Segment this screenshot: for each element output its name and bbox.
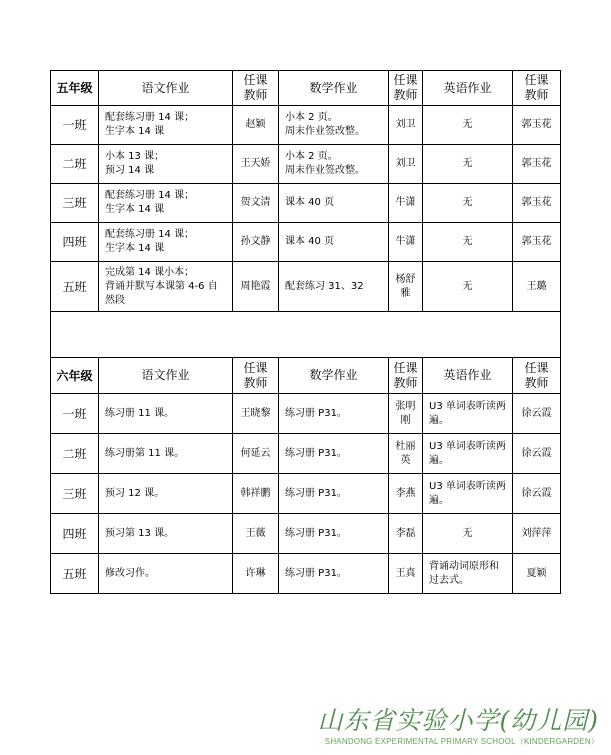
chinese-homework: 预习 12 课。 bbox=[99, 474, 233, 514]
class-name: 四班 bbox=[51, 223, 99, 262]
class-name: 二班 bbox=[51, 145, 99, 184]
chinese-teacher: 孙文静 bbox=[233, 223, 279, 262]
table-row bbox=[51, 554, 561, 594]
table-spacer bbox=[50, 311, 561, 357]
math-homework: 小本 2 页。 周末作业签改整。 bbox=[279, 145, 389, 184]
chinese-homework: 配套练习册 14 课； 生字本 14 课 bbox=[99, 184, 233, 223]
english-teacher: 刘萍萍 bbox=[513, 514, 561, 554]
math-homework: 练习册 P31。 bbox=[279, 474, 389, 514]
english-teacher: 郭玉花 bbox=[513, 145, 561, 184]
english-teacher: 郭玉花 bbox=[513, 223, 561, 262]
math-homework: 练习册 P31。 bbox=[279, 434, 389, 474]
english-homework: 无 bbox=[423, 262, 513, 312]
chinese-homework-header: 语文作业 bbox=[99, 358, 233, 394]
chinese-teacher: 许琳 bbox=[233, 554, 279, 594]
english-teacher: 郭玉花 bbox=[513, 106, 561, 145]
table-row bbox=[51, 514, 561, 554]
chinese-homework-header: 语文作业 bbox=[99, 71, 233, 106]
table-row bbox=[51, 434, 561, 474]
english-teacher: 徐云霞 bbox=[513, 474, 561, 514]
chinese-homework: 预习第 13 课。 bbox=[99, 514, 233, 554]
english-homework-header: 英语作业 bbox=[423, 358, 513, 394]
chinese-teacher: 王晓黎 bbox=[233, 394, 279, 434]
english-homework: 背诵动词原形和 过去式。 bbox=[423, 554, 513, 594]
class-name: 二班 bbox=[51, 434, 99, 474]
teacher-header: 任课 教师 bbox=[389, 71, 423, 106]
english-teacher: 徐云霞 bbox=[513, 394, 561, 434]
chinese-homework: 配套练习册 14 课； 生字本 14 课 bbox=[99, 223, 233, 262]
math-homework: 练习册 P31。 bbox=[279, 554, 389, 594]
english-homework: 无 bbox=[423, 145, 513, 184]
class-name: 三班 bbox=[51, 184, 99, 223]
math-teacher: 李燕 bbox=[389, 474, 423, 514]
english-homework: 无 bbox=[423, 514, 513, 554]
math-teacher: 张明 刚 bbox=[389, 394, 423, 434]
chinese-teacher: 王天娇 bbox=[233, 145, 279, 184]
table-row bbox=[51, 184, 561, 223]
grade6-header-row bbox=[51, 358, 561, 394]
grade5-homework-table bbox=[50, 70, 561, 312]
chinese-homework: 小本 13 课； 预习 14 课 bbox=[99, 145, 233, 184]
english-homework-header: 英语作业 bbox=[423, 71, 513, 106]
english-homework: 无 bbox=[423, 223, 513, 262]
english-homework: 无 bbox=[423, 184, 513, 223]
class-name: 一班 bbox=[51, 106, 99, 145]
table-row bbox=[51, 394, 561, 434]
school-name-en: SHANDONG EXPERIMENTAL PRIMARY SCHOOL（KINDERGARDEN） bbox=[324, 737, 599, 746]
chinese-teacher: 王薇 bbox=[233, 514, 279, 554]
math-homework: 课本 40 页 bbox=[279, 223, 389, 262]
table-row bbox=[51, 223, 561, 262]
math-homework: 小本 2 页。 周末作业签改整。 bbox=[279, 106, 389, 145]
english-homework: U3 单词表听读两 遍。 bbox=[423, 394, 513, 434]
math-teacher: 李磊 bbox=[389, 514, 423, 554]
class-name: 五班 bbox=[51, 554, 99, 594]
chinese-teacher: 贺文清 bbox=[233, 184, 279, 223]
english-teacher: 夏颖 bbox=[513, 554, 561, 594]
class-name: 一班 bbox=[51, 394, 99, 434]
school-logo bbox=[317, 706, 599, 747]
chinese-homework: 练习册第 11 课。 bbox=[99, 434, 233, 474]
english-teacher: 郭玉花 bbox=[513, 184, 561, 223]
table-row bbox=[51, 474, 561, 514]
table-row bbox=[51, 145, 561, 184]
math-homework: 配套练习 31、32 bbox=[279, 262, 389, 312]
math-homework-header: 数学作业 bbox=[279, 358, 389, 394]
chinese-homework: 练习册 11 课。 bbox=[99, 394, 233, 434]
chinese-teacher: 韩祥鹏 bbox=[233, 474, 279, 514]
chinese-teacher: 赵颖 bbox=[233, 106, 279, 145]
grade6-homework-table bbox=[50, 357, 561, 594]
chinese-teacher: 周艳霞 bbox=[233, 262, 279, 312]
math-homework-header: 数学作业 bbox=[279, 71, 389, 106]
math-homework: 练习册 P31。 bbox=[279, 394, 389, 434]
class-name: 五班 bbox=[51, 262, 99, 312]
math-homework: 练习册 P31。 bbox=[279, 514, 389, 554]
chinese-homework: 完成第 14 课小本； 背诵并默写本课第 4-6 自 然段 bbox=[99, 262, 233, 312]
grade6-label: 六年级 bbox=[51, 358, 99, 394]
class-name: 四班 bbox=[51, 514, 99, 554]
chinese-homework: 配套练习册 14 课； 生字本 14 课 bbox=[99, 106, 233, 145]
english-teacher: 徐云霞 bbox=[513, 434, 561, 474]
school-name-cn: 山东省实验小学(幼儿园) bbox=[317, 706, 599, 735]
teacher-header: 任课 教师 bbox=[233, 71, 279, 106]
grade5-header-row bbox=[51, 71, 561, 106]
english-homework: U3 单词表听读两 遍。 bbox=[423, 474, 513, 514]
table-row bbox=[51, 262, 561, 312]
class-name: 三班 bbox=[51, 474, 99, 514]
math-teacher: 牛潇 bbox=[389, 184, 423, 223]
chinese-teacher: 何延云 bbox=[233, 434, 279, 474]
math-teacher: 杨舒 雅 bbox=[389, 262, 423, 312]
teacher-header: 任课 教师 bbox=[389, 358, 423, 394]
math-teacher: 刘卫 bbox=[389, 145, 423, 184]
math-teacher: 刘卫 bbox=[389, 106, 423, 145]
math-teacher: 牛潇 bbox=[389, 223, 423, 262]
english-homework: U3 单词表听读两 遍。 bbox=[423, 434, 513, 474]
english-homework: 无 bbox=[423, 106, 513, 145]
teacher-header: 任课 教师 bbox=[513, 71, 561, 106]
teacher-header: 任课 教师 bbox=[513, 358, 561, 394]
english-teacher: 王璐 bbox=[513, 262, 561, 312]
teacher-header: 任课 教师 bbox=[233, 358, 279, 394]
math-teacher: 王真 bbox=[389, 554, 423, 594]
chinese-homework: 修改习作。 bbox=[99, 554, 233, 594]
table-row bbox=[51, 106, 561, 145]
grade5-label: 五年级 bbox=[51, 71, 99, 106]
math-homework: 课本 40 页 bbox=[279, 184, 389, 223]
math-teacher: 杜丽 英 bbox=[389, 434, 423, 474]
